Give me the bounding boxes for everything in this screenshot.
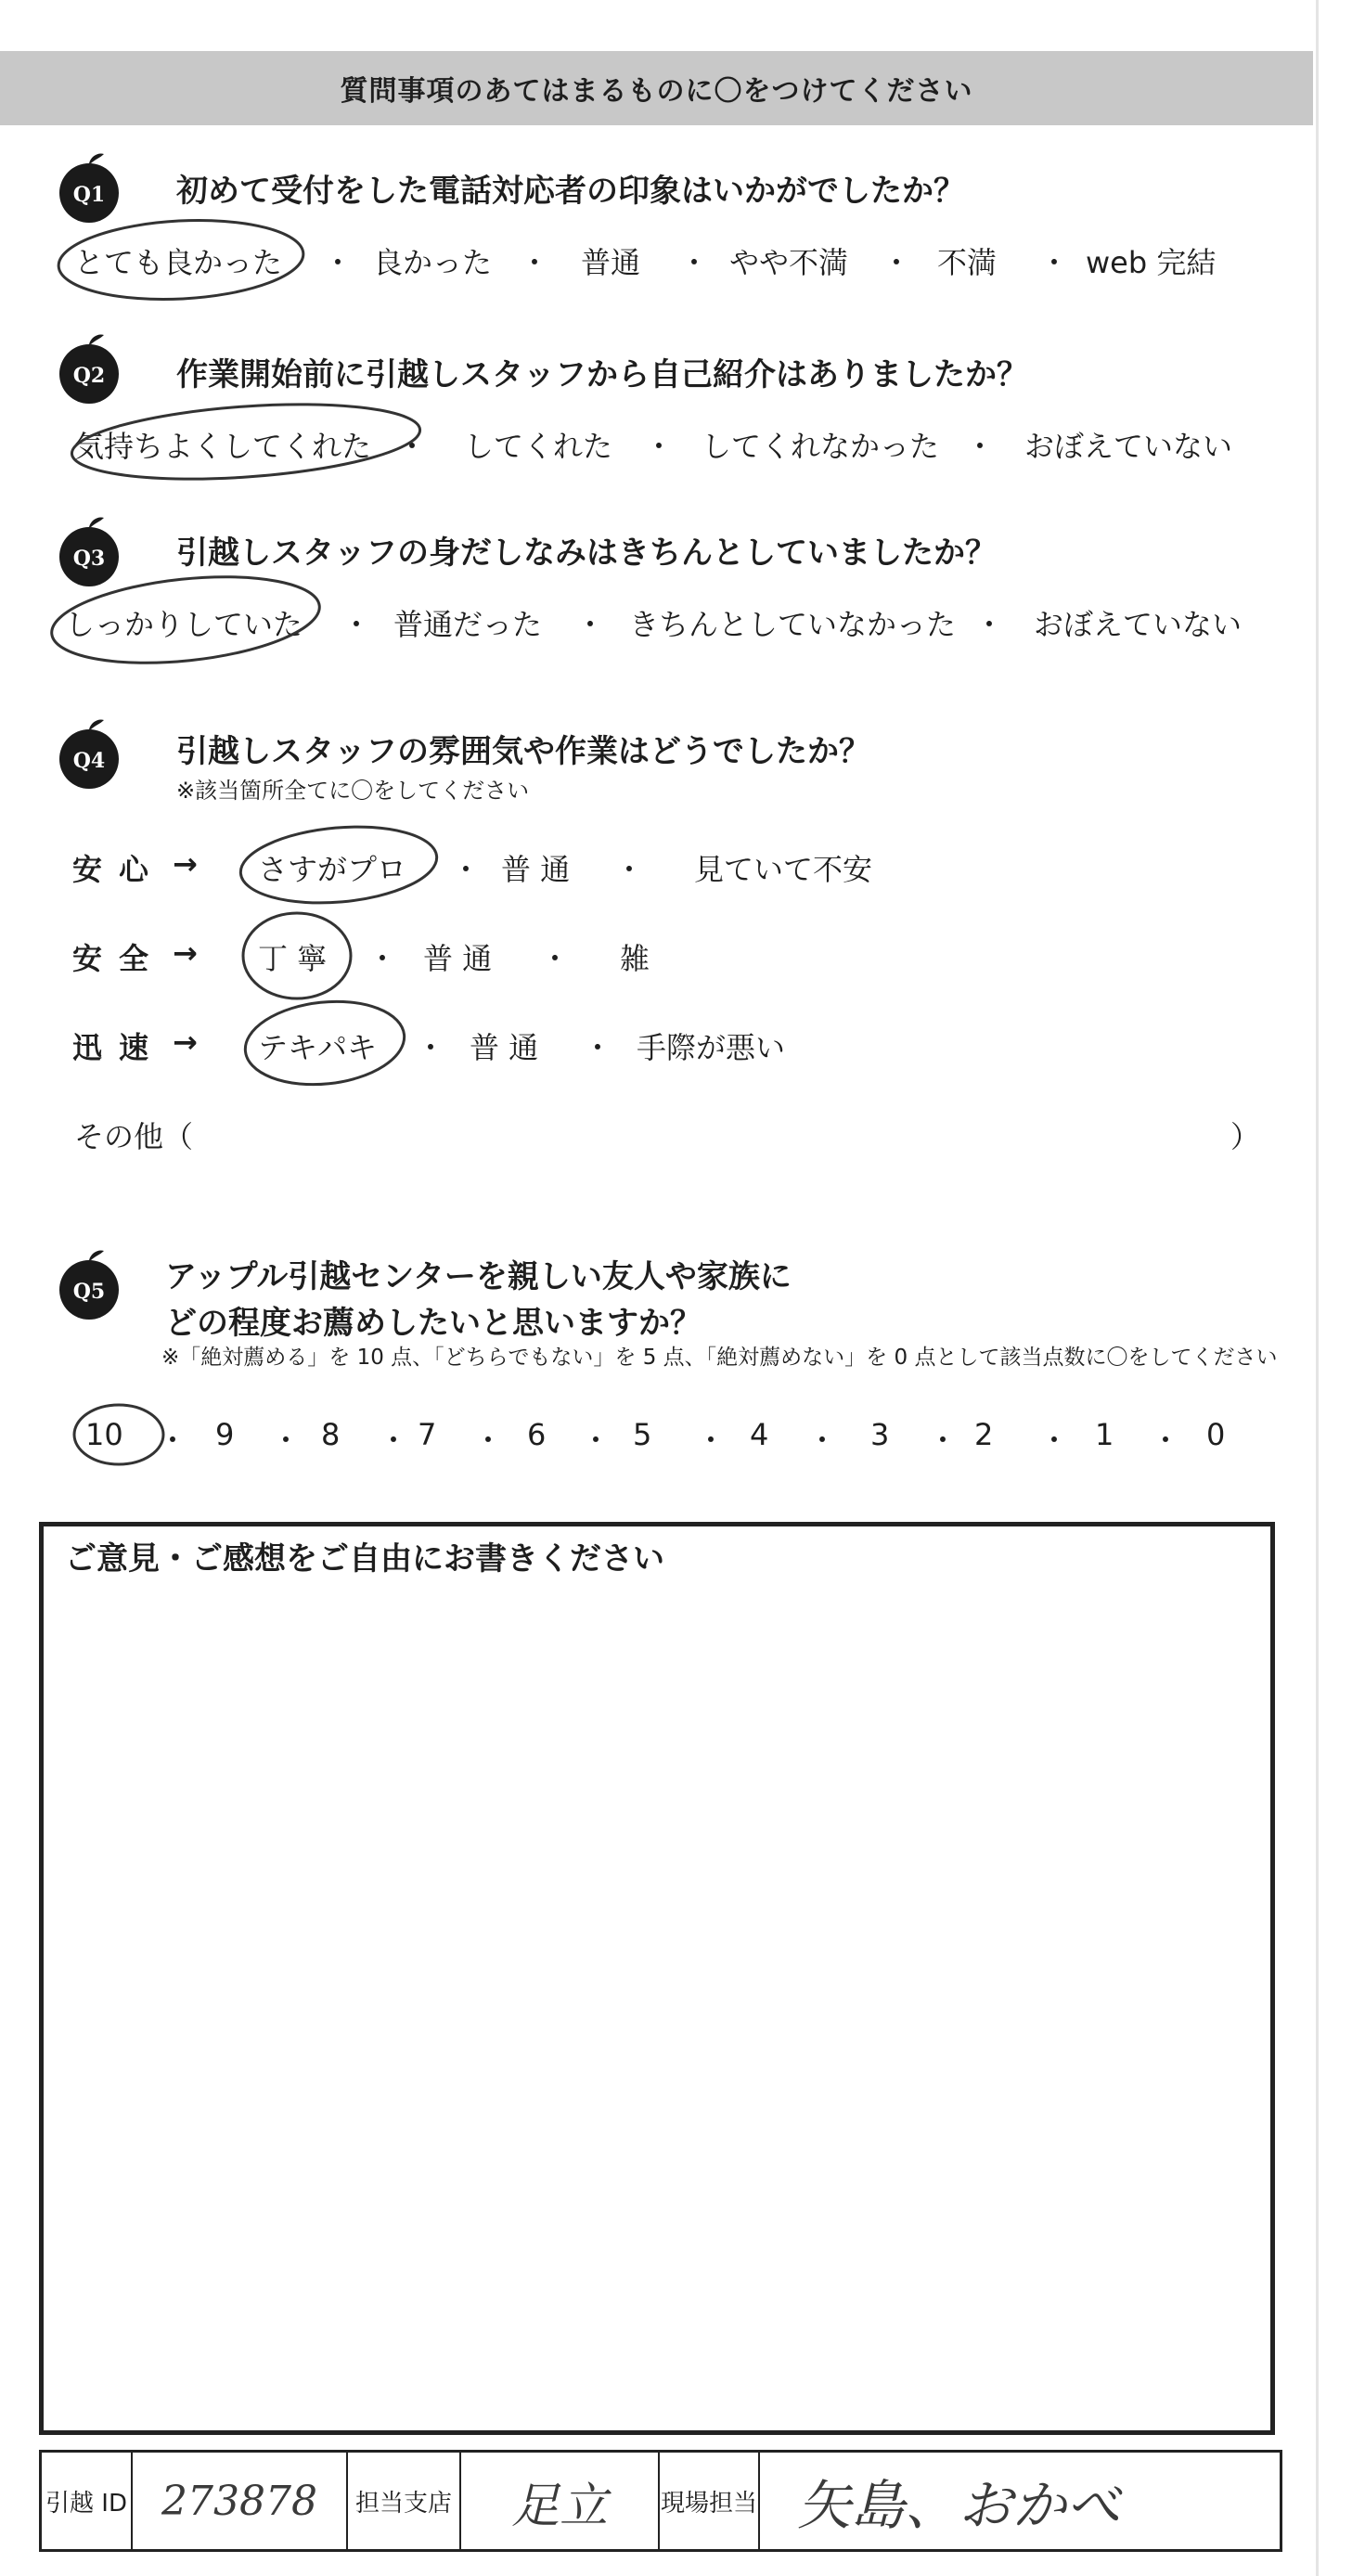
q2-option-2[interactable]: してくれた: [464, 429, 613, 464]
q1-option-5[interactable]: 不満: [937, 245, 998, 280]
q1-badge-label: Q1: [72, 183, 106, 207]
score-7[interactable]: 7: [418, 1417, 437, 1452]
score-4[interactable]: 4: [750, 1417, 769, 1452]
branch-label: 担当支店: [348, 2453, 461, 2549]
q3-badge-icon: [48, 512, 130, 588]
q1-option-1[interactable]: とても良かった: [74, 245, 283, 280]
separator: ・: [614, 852, 645, 887]
separator: ・: [575, 607, 606, 642]
q5-badge-icon: [48, 1245, 130, 1321]
separator: ・: [158, 1423, 188, 1458]
q4-row3-option-3[interactable]: 手際が悪い: [637, 1030, 786, 1065]
separator: ・: [1151, 1423, 1181, 1458]
q4-row2-option-3[interactable]: 雑: [620, 941, 650, 976]
score-1[interactable]: 1: [1095, 1417, 1114, 1452]
q4-row1-option-2[interactable]: 普 通: [501, 852, 571, 887]
q3-option-3[interactable]: きちんとしていなかった: [629, 607, 957, 642]
score-5[interactable]: 5: [633, 1417, 652, 1452]
q1-option-3[interactable]: 普通: [581, 245, 641, 280]
footer-table: [39, 2450, 1282, 2552]
q3-question: 引越しスタッフの身だしなみはきちんとしていましたか？: [176, 535, 997, 572]
q4-badge-icon: [48, 715, 130, 791]
q4-question: 引越しスタッフの雰囲気や作業はどうでしたか？: [176, 733, 870, 770]
q4-row-anshin: [72, 846, 908, 887]
q4-badge-label: Q4: [72, 749, 106, 773]
q5-note: ※「絶対薦める」を 10 点、「どちらでもない」を 5 点、「絶対薦めない」を 0 点として該当点数に〇をしてください: [161, 1346, 1278, 1370]
q1-question: 初めて受付をした電話対応者の印象はいかがでしたか？: [176, 173, 965, 210]
q4-row-label: 安全: [72, 941, 166, 976]
score-3[interactable]: 3: [870, 1417, 890, 1452]
q4-other-label: その他（: [74, 1119, 194, 1154]
header-title: 質問事項のあてはまるものに〇をつけてください: [340, 75, 973, 108]
separator: ・: [1039, 1423, 1070, 1458]
q5-question-line1: アップル引越センターを親しい友人や家族に: [165, 1258, 792, 1295]
separator: ・: [367, 941, 398, 976]
q1-option-4[interactable]: やや不満: [729, 245, 849, 280]
separator: ・: [807, 1423, 838, 1458]
q1-option-6[interactable]: web 完結: [1086, 245, 1217, 280]
q5-question-line2: どの程度お薦めしたいと思いますか？: [165, 1305, 702, 1342]
q4-row2-option-1[interactable]: 丁 寧: [258, 941, 328, 976]
q4-row1-option-3[interactable]: 見ていて不安: [694, 852, 873, 887]
q1-option-2[interactable]: 良かった: [373, 245, 493, 280]
q4-row3-option-1[interactable]: テキパキ: [258, 1030, 378, 1065]
score-0[interactable]: 0: [1206, 1417, 1226, 1452]
q2-options: [74, 423, 1243, 464]
staff-cell[interactable]: [760, 2453, 1280, 2549]
comment-box-title: ご意見・ご感想をご自由にお書きください: [65, 1540, 664, 1578]
separator: ・: [540, 941, 571, 976]
separator: ・: [341, 607, 372, 642]
q4-row2-option-2[interactable]: 普 通: [423, 941, 493, 976]
separator: ・: [1039, 245, 1070, 280]
separator: ・: [271, 1423, 302, 1458]
q4-row-jinsoku: [72, 1024, 908, 1065]
arrow-icon: →: [173, 1024, 198, 1060]
separator: ・: [520, 245, 550, 280]
q4-row-label: 迅速: [72, 1030, 166, 1065]
arrow-icon: →: [173, 935, 198, 971]
staff-value: 矢島、おかべ: [797, 2474, 1121, 2537]
q4-note: ※該当箇所全てに〇をしてください: [176, 778, 530, 804]
separator: ・: [644, 429, 675, 464]
q4-other-close: ）: [1230, 1119, 1261, 1154]
q3-options: [65, 601, 1243, 642]
move-id-value: 273878: [161, 2477, 317, 2525]
branch-value: 足立: [510, 2478, 608, 2534]
q4-row3-option-2[interactable]: 普 通: [470, 1030, 539, 1065]
separator: ・: [416, 1030, 446, 1065]
comment-box[interactable]: [39, 1522, 1275, 2435]
q2-badge-label: Q2: [72, 364, 106, 388]
separator: ・: [583, 1030, 613, 1065]
page-edge-line: [1316, 0, 1319, 2576]
separator: ・: [451, 852, 482, 887]
separator: ・: [581, 1423, 612, 1458]
q3-option-2[interactable]: 普通だった: [393, 607, 543, 642]
q1-options: [74, 239, 1225, 280]
q3-option-4[interactable]: おぼえていない: [1034, 607, 1243, 642]
score-2[interactable]: 2: [974, 1417, 994, 1452]
q2-option-4[interactable]: おぼえていない: [1024, 429, 1233, 464]
q1-badge-icon: [48, 148, 130, 225]
separator: ・: [882, 245, 912, 280]
score-9[interactable]: 9: [215, 1417, 235, 1452]
staff-label: 現場担当: [660, 2453, 760, 2549]
separator: ・: [965, 429, 996, 464]
separator: ・: [323, 245, 354, 280]
separator: ・: [696, 1423, 727, 1458]
q2-option-3[interactable]: してくれなかった: [702, 429, 940, 464]
q5-score-scale: [74, 1417, 1253, 1458]
score-6[interactable]: 6: [527, 1417, 547, 1452]
q3-option-1[interactable]: しっかりしていた: [65, 607, 303, 642]
q5-badge-label: Q5: [72, 1280, 106, 1304]
score-8[interactable]: 8: [321, 1417, 341, 1452]
q2-badge-icon: [48, 329, 130, 406]
q2-option-1[interactable]: 気持ちよくしてくれた: [74, 429, 372, 464]
section-header: [0, 51, 1313, 125]
separator: ・: [974, 607, 1005, 642]
q4-row-anzen: [72, 935, 908, 976]
move-id-label: 引越 ID: [42, 2453, 133, 2549]
q4-row1-option-1[interactable]: さすがプロ: [258, 852, 407, 887]
separator: ・: [473, 1423, 504, 1458]
separator: ・: [928, 1423, 959, 1458]
branch-cell[interactable]: [461, 2453, 660, 2549]
arrow-icon: →: [173, 846, 198, 882]
q3-badge-label: Q3: [72, 547, 106, 571]
separator: ・: [379, 1423, 409, 1458]
move-id-cell[interactable]: [133, 2453, 348, 2549]
q2-question: 作業開始前に引越しスタッフから自己紹介はありましたか？: [176, 356, 1028, 393]
q4-row-label: 安心: [72, 852, 166, 887]
separator: ・: [679, 245, 710, 280]
separator: ・: [397, 429, 428, 464]
score-10[interactable]: 10: [85, 1417, 123, 1452]
